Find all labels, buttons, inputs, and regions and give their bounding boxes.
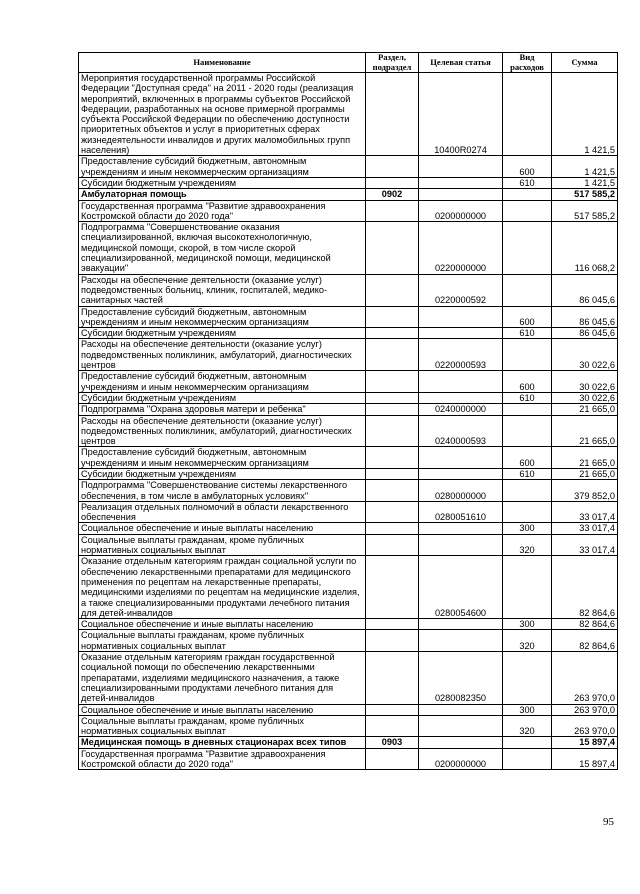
row-sum-cell: 379 852,0 [552,480,618,502]
row-section-cell [366,306,419,328]
row-target-cell [419,371,503,393]
row-target-cell: 0200000000 [419,748,503,770]
row-type-cell: 300 [503,619,552,630]
row-type-cell: 610 [503,392,552,403]
row-sum-cell: 15 897,4 [552,737,618,748]
row-target-cell: 0220000592 [419,274,503,306]
table-row [79,468,618,479]
row-sum-cell: 30 022,6 [552,392,618,403]
row-name-cell: Оказание отдельным категориям граждан социальной услуги по обеспечению лекарственными препаратами для медицинского применения по рецептам на лекарственные препараты, медицинскими изделиями по рецептам на медицинские изделия, а также специализированными продуктами лечебного питания для детей-инвалидов [79,556,366,619]
row-type-cell [503,404,552,415]
row-type-cell: 300 [503,523,552,534]
row-target-cell [419,189,503,200]
row-type-cell [503,480,552,502]
row-section-cell: 0903 [366,737,419,748]
row-name-cell: Предоставление субсидий бюджетным, автономным учреждениям и иным некоммерческим организациям [79,371,366,393]
row-name-cell: Социальное обеспечение и иные выплаты населению [79,619,366,630]
row-name-cell: Подпрограмма "Совершенствование оказания специализированной, включая высокотехнологичную, медицинской помощи, скорой, в том числе скорой специализированной, медицинской помощи, медицинской эвакуации" [79,222,366,274]
row-name-cell: Социальные выплаты гражданам, кроме публичных нормативных социальных выплат [79,630,366,652]
table-row [79,73,618,156]
row-type-cell [503,737,552,748]
row-sum-cell: 21 665,0 [552,468,618,479]
row-type-cell [503,652,552,704]
row-section-cell [366,468,419,479]
row-name-cell: Субсидии бюджетным учреждениям [79,392,366,403]
row-section-cell [366,415,419,447]
row-type-cell [503,189,552,200]
row-name-cell: Субсидии бюджетным учреждениям [79,468,366,479]
table-row [79,200,618,222]
table-row [79,534,618,556]
row-type-cell [503,556,552,619]
table-row [79,501,618,523]
row-section-cell [366,630,419,652]
row-name-cell: Подпрограмма "Охрана здоровья матери и ребенка" [79,404,366,415]
table-row [79,415,618,447]
row-target-cell [419,704,503,715]
header-section: Раздел, подраздел [366,53,419,73]
row-type-cell: 320 [503,630,552,652]
row-target-cell [419,715,503,737]
row-sum-cell: 33 017,4 [552,534,618,556]
row-section-cell [366,392,419,403]
table-row [79,480,618,502]
budget-table [78,52,618,770]
header-target: Целевая статья [419,53,503,73]
row-section-cell [366,704,419,715]
row-type-cell: 610 [503,177,552,188]
table-row [79,189,618,200]
table-row [79,652,618,704]
row-sum-cell: 82 864,6 [552,630,618,652]
row-name-cell: Предоставление субсидий бюджетным, автономным учреждениям и иным некоммерческим организациям [79,306,366,328]
row-name-cell: Расходы на обеспечение деятельности (оказание услуг) подведомственных поликлиник, амбулаторий, диагностических центров [79,415,366,447]
row-section-cell [366,274,419,306]
row-type-cell: 610 [503,328,552,339]
row-type-cell [503,501,552,523]
row-section-cell [366,447,419,469]
header-type: Вид расходов [503,53,552,73]
row-type-cell [503,415,552,447]
row-section-cell [366,715,419,737]
row-type-cell: 600 [503,447,552,469]
table-row [79,156,618,178]
row-name-cell: Субсидии бюджетным учреждениям [79,177,366,188]
row-name-cell: Субсидии бюджетным учреждениям [79,328,366,339]
row-target-cell [419,328,503,339]
row-sum-cell: 263 970,0 [552,704,618,715]
row-type-cell: 600 [503,156,552,178]
row-target-cell [419,737,503,748]
row-section-cell [366,73,419,156]
row-sum-cell: 263 970,0 [552,715,618,737]
row-name-cell: Предоставление субсидий бюджетным, автономным учреждениям и иным некоммерческим организациям [79,156,366,178]
row-section-cell [366,501,419,523]
row-sum-cell: 33 017,4 [552,523,618,534]
row-sum-cell: 517 585,2 [552,189,618,200]
row-section-cell [366,534,419,556]
row-section-cell [366,339,419,371]
row-sum-cell: 1 421,5 [552,177,618,188]
table-row [79,737,618,748]
row-target-cell [419,177,503,188]
row-section-cell: 0902 [366,189,419,200]
row-section-cell [366,328,419,339]
row-sum-cell: 15 897,4 [552,748,618,770]
row-section-cell [366,748,419,770]
table-row [79,274,618,306]
row-name-cell: Мероприятия государственной программы Российской Федерации "Доступная среда" на 2011 - 2020 годы (реализация мероприятий, включенных в программы субъектов Российской Федерации, разработанных на основе примерной программы субъекта Российской Федерации по обеспечению доступности приоритетных объектов и услуг в приоритетных сферах жизнедеятельности инвалидов и других маломобильных групп населения) [79,73,366,156]
row-name-cell: Медицинская помощь в дневных стационарах всех типов [79,737,366,748]
table-row [79,748,618,770]
row-name-cell: Государственная программа "Развитие здравоохранения Костромской области до 2020 года" [79,200,366,222]
row-section-cell [366,480,419,502]
row-type-cell: 600 [503,306,552,328]
row-type-cell [503,339,552,371]
row-target-cell: 0280000000 [419,480,503,502]
table-row [79,715,618,737]
row-type-cell [503,748,552,770]
row-name-cell: Социальное обеспечение и иные выплаты населению [79,523,366,534]
row-name-cell: Оказание отдельным категориям граждан государственной социальной помощи по обеспечению лекарственными препаратами, изделиями медицинского назначения, а также специализированными продуктами лечебного питания для детей-инвалидов [79,652,366,704]
row-target-cell: 0220000593 [419,339,503,371]
row-target-cell [419,468,503,479]
row-sum-cell: 21 665,0 [552,415,618,447]
row-target-cell [419,156,503,178]
row-sum-cell: 86 045,6 [552,328,618,339]
table-row [79,392,618,403]
table-row [79,328,618,339]
header-sum: Сумма [552,53,618,73]
row-target-cell [419,392,503,403]
table-row [79,371,618,393]
table-row [79,619,618,630]
row-sum-cell: 21 665,0 [552,404,618,415]
table-row [79,523,618,534]
row-name-cell: Социальные выплаты гражданам, кроме публичных нормативных социальных выплат [79,534,366,556]
row-target-cell: 0280054600 [419,556,503,619]
budget-table-page [78,52,617,770]
row-type-cell: 320 [503,715,552,737]
page-number: 95 [603,816,614,828]
table-row [79,306,618,328]
row-section-cell [366,556,419,619]
row-type-cell [503,200,552,222]
row-sum-cell: 86 045,6 [552,306,618,328]
row-section-cell [366,404,419,415]
row-type-cell: 320 [503,534,552,556]
row-sum-cell: 30 022,6 [552,339,618,371]
row-section-cell [366,156,419,178]
row-name-cell: Предоставление субсидий бюджетным, автономным учреждениям и иным некоммерческим организациям [79,447,366,469]
row-sum-cell: 263 970,0 [552,652,618,704]
row-section-cell [366,222,419,274]
row-sum-cell: 1 421,5 [552,73,618,156]
row-target-cell: 10400R0274 [419,73,503,156]
row-target-cell: 0240000000 [419,404,503,415]
row-name-cell: Реализация отдельных полномочий в области лекарственного обеспечения [79,501,366,523]
table-row [79,630,618,652]
table-row [79,556,618,619]
row-type-cell [503,222,552,274]
row-target-cell [419,630,503,652]
table-row [79,177,618,188]
table-row [79,339,618,371]
row-section-cell [366,371,419,393]
row-type-cell: 300 [503,704,552,715]
table-row [79,404,618,415]
row-name-cell: Государственная программа "Развитие здравоохранения Костромской области до 2020 года" [79,748,366,770]
row-name-cell: Амбулаторная помощь [79,189,366,200]
row-section-cell [366,523,419,534]
row-target-cell [419,306,503,328]
row-section-cell [366,200,419,222]
row-target-cell [419,523,503,534]
row-sum-cell: 21 665,0 [552,447,618,469]
row-name-cell: Подпрограмма "Совершенствование системы лекарственного обеспечения, в том числе в амбулаторных условиях" [79,480,366,502]
row-type-cell [503,73,552,156]
row-target-cell: 0240000593 [419,415,503,447]
table-row [79,704,618,715]
row-sum-cell: 82 864,6 [552,619,618,630]
row-target-cell: 0280082350 [419,652,503,704]
table-body [79,73,618,770]
row-sum-cell: 33 017,4 [552,501,618,523]
table-header-row [79,53,618,73]
row-target-cell: 0200000000 [419,200,503,222]
row-section-cell [366,177,419,188]
row-sum-cell: 116 068,2 [552,222,618,274]
row-sum-cell: 82 864,6 [552,556,618,619]
row-section-cell [366,619,419,630]
row-type-cell [503,274,552,306]
row-section-cell [366,652,419,704]
header-name: Наименование [79,53,366,73]
row-target-cell [419,534,503,556]
row-sum-cell: 86 045,6 [552,274,618,306]
row-type-cell: 610 [503,468,552,479]
row-target-cell [419,447,503,469]
row-name-cell: Расходы на обеспечение деятельности (оказание услуг) подведомственных поликлиник, амбулаторий, диагностических центров [79,339,366,371]
row-target-cell: 0280051610 [419,501,503,523]
row-name-cell: Социальные выплаты гражданам, кроме публичных нормативных социальных выплат [79,715,366,737]
row-sum-cell: 1 421,5 [552,156,618,178]
row-type-cell: 600 [503,371,552,393]
table-row [79,447,618,469]
table-row [79,222,618,274]
row-sum-cell: 517 585,2 [552,200,618,222]
row-target-cell [419,619,503,630]
row-sum-cell: 30 022,6 [552,371,618,393]
row-target-cell: 0220000000 [419,222,503,274]
row-name-cell: Расходы на обеспечение деятельности (оказание услуг) подведомственных больниц, клиник, госпиталей, медико-санитарных частей [79,274,366,306]
row-name-cell: Социальное обеспечение и иные выплаты населению [79,704,366,715]
